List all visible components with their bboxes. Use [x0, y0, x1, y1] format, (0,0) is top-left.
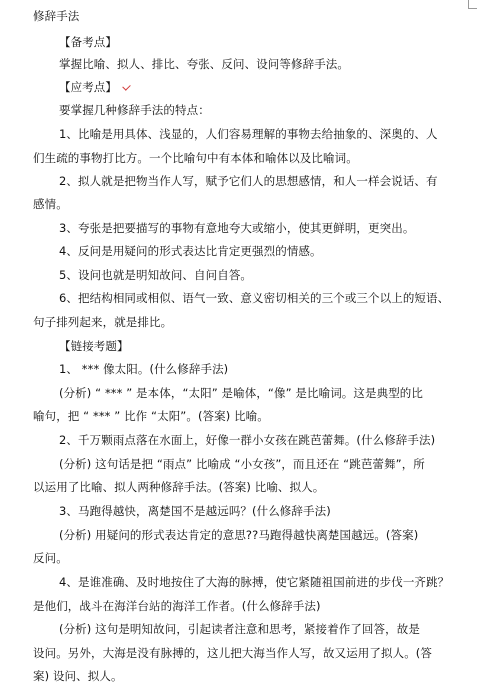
point-2-line-1: 2、拟人就是把物当作人写，赋予它们人的思想感情，和人一样会说话、有: [59, 174, 438, 188]
answer-1-line-1: (分析) “ *** ” 是本体，“太阳” 是喻体，“像” 是比喻词。这是典型的比: [59, 386, 423, 400]
question-3: 3、马跑得越快，离楚国不是越远吗？(什么修辞手法): [59, 504, 331, 518]
page-corner-mark: [468, 0, 477, 9]
answer-4-line-2: 设问。另外，大海是没有脉搏的，这儿把大海当作人写，故又运用了拟人。(答: [33, 646, 432, 660]
answer-3-line-2: 反问。: [33, 551, 68, 565]
section-heading-exam: [59, 79, 130, 95]
document-title: 修辞手法: [33, 9, 80, 23]
answer-4-line-3: 案) 设问、拟人。: [33, 669, 123, 683]
point-6-line-2: 句子排列起来，就是排比。: [33, 315, 173, 329]
section-heading-exam-label: 【应考点】: [59, 80, 117, 94]
point-1-line-1: 1、比喻是用具体、浅显的，人们容易理解的事物去给抽象的、深奥的、人: [59, 127, 438, 141]
point-4: 4、反问是用疑问的形式表达比肯定更强烈的情感。: [59, 244, 322, 258]
answer-2-line-1: (分析) 这句话是把 “雨点” 比喻成 “小女孩”，而且还在 “跳芭蕾舞”，所: [59, 457, 425, 471]
answer-2-line-2: 以运用了比喻、拟人两种修辞手法。(答案) 比喻、拟人。: [33, 480, 325, 494]
section-heading-prep: 【备考点】: [59, 35, 117, 49]
question-4-line-2: 是他们，战斗在海洋台站的海洋工作者。(什么修辞手法): [33, 599, 321, 613]
prep-text: 掌握比喻、拟人、排比、夸张、反问、设问等修辞手法。: [59, 57, 349, 71]
section-heading-link: 【链接考题】: [59, 339, 129, 353]
point-2-line-2: 感情。: [33, 197, 68, 211]
question-1: 1、 *** 像太阳。(什么修辞手法): [59, 362, 229, 376]
point-6-line-1: 6、把结构相同或相似、语气一致、意义密切相关的三个或三个以上的短语、: [59, 291, 450, 305]
intro-text: 要掌握几种修辞手法的特点：: [59, 103, 210, 117]
point-5: 5、设问也就是明知故问、自问自答。: [59, 268, 253, 282]
spellcheck-mark-icon: [122, 82, 130, 90]
point-1-line-2: 们生疏的事物打比方。一个比喻句中有本体和喻体以及比喻词。: [33, 151, 358, 165]
answer-3-line-1: (分析) 用疑问的形式表达肯定的意思??马跑得越快离楚国越远。(答案): [59, 528, 419, 542]
answer-1-line-2: 喻句，把 “ *** ” 比作 “太阳”。(答案) 比喻。: [33, 409, 269, 423]
answer-4-line-1: (分析) 这句是明知故问，引起读者注意和思考，紧接着作了回答，故是: [59, 622, 420, 636]
question-2: 2、千万颗雨点落在水面上，好像一群小女孩在跳芭蕾舞。(什么修辞手法): [59, 433, 436, 447]
question-4-line-1: 4、是谁准确、及时地按住了大海的脉搏，使它紧随祖国前进的步伐一齐跳？: [59, 575, 450, 589]
point-3: 3、夸张是把要描写的事物有意地夸大或缩小，使其更鲜明，更突出。: [59, 221, 415, 235]
